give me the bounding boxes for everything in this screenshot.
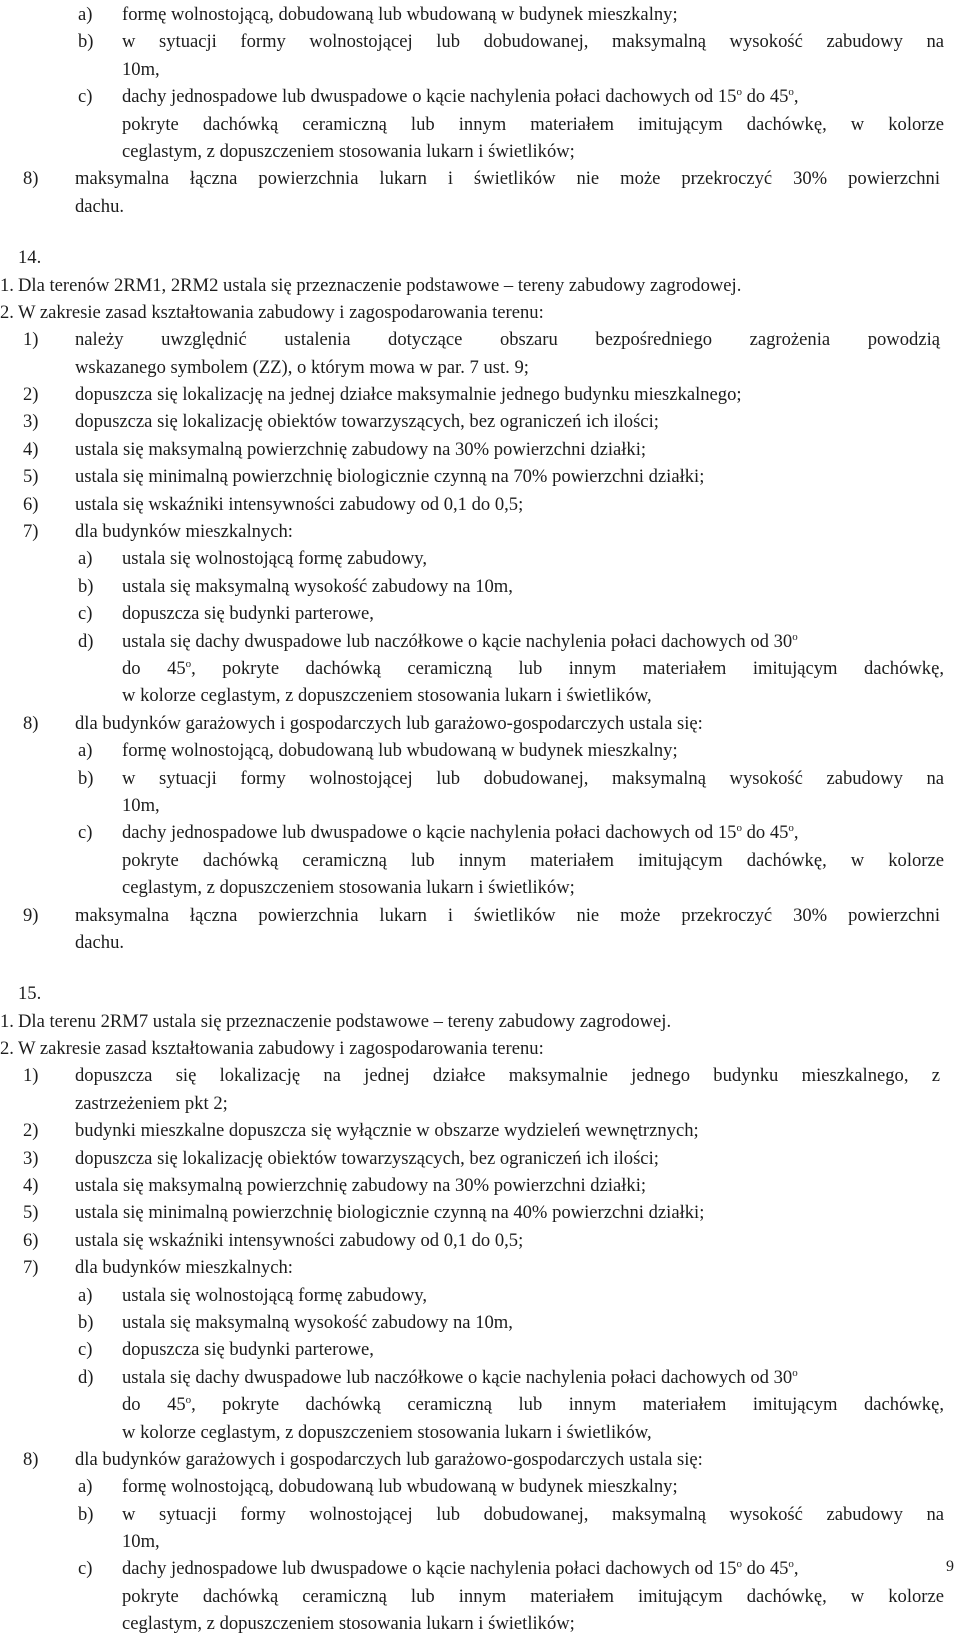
text-line (0, 111, 960, 138)
line-text: ustala się minimalną powierzchnię biologicznie czynną na 70% powierzchni działki; (75, 466, 705, 488)
list-marker: 2) (23, 384, 39, 406)
text-line (0, 1555, 960, 1582)
line-text: W zakresie zasad kształtowania zabudowy i zagospodarowania terenu: (18, 301, 544, 323)
line-text: pokryte dachówką ceramiczną lub innym materiałem imitującym dachówkę, w kolorze (122, 1585, 944, 1607)
text-line (0, 299, 960, 326)
list-marker: 8) (23, 712, 39, 734)
text-line (0, 628, 960, 655)
text-line (0, 1446, 960, 1473)
text-line (0, 1008, 960, 1035)
list-marker: c) (78, 86, 93, 108)
line-text: Dla terenów 2RM1, 2RM2 ustala się przeznaczenie podstawowe – tereny zabudowy zagrodowej. (18, 274, 742, 296)
degree-superscript: o (788, 86, 794, 99)
text-line (0, 710, 960, 737)
text-line (0, 463, 960, 490)
list-marker: c) (78, 1558, 93, 1580)
line-text: w sytuacji formy wolnostojącej lub dobudowanej, maksymalną wysokość zabudowy na (122, 31, 944, 53)
text-line (0, 847, 960, 874)
line-text: ustala się maksymalną powierzchnię zabudowy na 30% powierzchni działki; (75, 438, 647, 460)
degree-superscript: o (788, 822, 794, 835)
text-line (0, 902, 960, 929)
text-line (0, 545, 960, 572)
list-marker: 4) (23, 438, 39, 460)
text-line (0, 408, 960, 435)
line-text: w sytuacji formy wolnostojącej lub dobudowanej, maksymalną wysokość zabudowy na (122, 767, 944, 789)
text-line (0, 1035, 960, 1062)
line-text (122, 1555, 944, 1582)
text-line (0, 1117, 960, 1144)
line-text: dopuszcza się budynki parterowe, (122, 1339, 374, 1361)
text-segment: do 45 (122, 657, 186, 679)
list-marker: 5) (23, 466, 39, 488)
text-line (0, 244, 960, 271)
line-text: w kolorze ceglastym, z dopuszczeniem stosowania lukarn i świetlików, (122, 685, 652, 707)
list-marker: 2. (0, 1038, 14, 1060)
text-line (0, 1282, 960, 1309)
line-text: 10m, (122, 58, 160, 80)
line-text: pokryte dachówką ceramiczną lub innym materiałem imitującym dachówkę, w kolorze (122, 849, 944, 871)
degree-superscript: o (792, 1366, 798, 1379)
list-marker: b) (78, 767, 94, 789)
text-line (0, 83, 960, 110)
line-text (122, 83, 944, 110)
text-line (0, 138, 960, 165)
text-line (0, 1364, 960, 1391)
line-text (122, 628, 798, 655)
text-segment: ustala się dachy dwuspadowe lub naczółkowe o kącie nachylenia połaci dachowych od 30 (122, 1366, 793, 1388)
text-line (0, 1583, 960, 1610)
text-line (0, 326, 960, 353)
list-marker: d) (78, 630, 94, 652)
text-segment: ustala się dachy dwuspadowe lub naczółkowe o kącie nachylenia połaci dachowych od 30 (122, 630, 793, 652)
list-marker: 1) (23, 1065, 39, 1087)
list-marker: b) (78, 31, 94, 53)
text-line (0, 1199, 960, 1226)
line-text: należy uwzględnić ustalenia dotyczące obszaru bezpośredniego zagrożenia powodzią (75, 329, 940, 351)
text-line (0, 272, 960, 299)
text-line (0, 737, 960, 764)
list-marker: 6) (23, 493, 39, 515)
list-marker: 5) (23, 1202, 39, 1224)
degree-superscript: o (788, 1558, 794, 1571)
text-segment: do 45 (741, 86, 789, 108)
line-text: ceglastym, z dopuszczeniem stosowania lukarn i świetlików; (122, 1613, 575, 1635)
list-marker: 1) (23, 329, 39, 351)
line-text: formę wolnostojącą, dobudowaną lub wbudowaną w budynek mieszkalny; (122, 1476, 678, 1498)
line-text: formę wolnostojącą, dobudowaną lub wbudowaną w budynek mieszkalny; (122, 4, 678, 25)
list-marker: 1. (0, 274, 14, 296)
line-text: dopuszcza się lokalizację obiektów towarzyszących, bez ograniczeń ich ilości; (75, 411, 659, 433)
list-marker: c) (78, 603, 93, 625)
list-marker: b) (78, 575, 94, 597)
paragraph-gap (0, 220, 960, 244)
line-text: dopuszcza się lokalizację obiektów towarzyszących, bez ograniczeń ich ilości; (75, 1147, 659, 1169)
line-text: w sytuacji formy wolnostojącej lub dobudowanej, maksymalną wysokość zabudowy na (122, 1503, 944, 1525)
list-marker: 8) (23, 168, 39, 190)
line-text: ustala się maksymalną powierzchnię zabudowy na 30% powierzchni działki; (75, 1175, 647, 1197)
text-line (0, 1309, 960, 1336)
text-segment: dachy jednospadowe lub dwuspadowe o kącie nachylenia połaci dachowych od 15 (122, 822, 737, 844)
line-text (122, 1364, 798, 1391)
text-segment: do 45 (741, 1558, 789, 1580)
text-line (0, 491, 960, 518)
line-text: ustala się wolnostojącą formę zabudowy, (122, 548, 427, 570)
line-text: w kolorze ceglastym, z dopuszczeniem stosowania lukarn i świetlików, (122, 1421, 652, 1443)
list-marker: 7) (23, 1257, 39, 1279)
text-segment: do 45 (122, 1394, 186, 1416)
text-line (0, 1391, 960, 1418)
line-text: 10m, (122, 1531, 160, 1553)
list-marker: b) (78, 1311, 94, 1333)
paragraph-gap (0, 956, 960, 980)
line-text: ustala się wolnostojącą formę zabudowy, (122, 1284, 427, 1306)
list-marker: d) (78, 1366, 94, 1388)
degree-superscript: o (736, 86, 742, 99)
list-marker: 6) (23, 1229, 39, 1251)
line-text: ceglastym, z dopuszczeniem stosowania lukarn i świetlików; (122, 877, 575, 899)
text-line (0, 573, 960, 600)
degree-superscript: o (185, 1394, 192, 1407)
text-line (0, 682, 960, 709)
line-text (122, 1391, 944, 1418)
line-text: ustala się minimalną powierzchnię biologicznie czynną na 40% powierzchni działki; (75, 1202, 705, 1224)
line-text: ustala się maksymalną wysokość zabudowy na 10m, (122, 575, 513, 597)
page-number: 9 (946, 1558, 954, 1575)
section-number: 15. (18, 983, 42, 1005)
line-text: dla budynków garażowych i gospodarczych lub garażowo-gospodarczych ustala się: (75, 1448, 703, 1470)
line-text: dopuszcza się lokalizację na jednej działce maksymalnie jednego budynku mieszkalnego, z (75, 1065, 940, 1087)
list-marker: a) (78, 1284, 93, 1306)
list-marker: a) (78, 740, 93, 762)
line-text: W zakresie zasad kształtowania zabudowy i zagospodarowania terenu: (18, 1038, 544, 1060)
line-text: 10m, (122, 794, 160, 816)
text-segment: , pokryte dachówką ceramiczną lub innym materiałem imitującym dachówkę, (191, 1394, 944, 1416)
text-line (0, 1501, 960, 1528)
line-text: maksymalna łączna powierzchnia lukarn i świetlików nie może przekroczyć 30% powierzchni (75, 168, 940, 190)
line-text: ustala się maksymalną wysokość zabudowy na 10m, (122, 1311, 513, 1333)
list-marker: c) (78, 1339, 93, 1361)
text-line (0, 929, 960, 956)
list-marker: 7) (23, 521, 39, 543)
text-line (0, 600, 960, 627)
text-line (0, 980, 960, 1007)
line-text: dachu. (75, 931, 125, 953)
list-marker: a) (78, 4, 93, 25)
list-marker: 3) (23, 1147, 39, 1169)
line-text: Dla terenu 2RM7 ustala się przeznaczenie podstawowe – tereny zabudowy zagrodowej. (18, 1010, 672, 1032)
line-text: dla budynków garażowych i gospodarczych lub garażowo-gospodarczych ustala się: (75, 712, 703, 734)
text-line (0, 1610, 960, 1637)
text-line (0, 765, 960, 792)
text-segment: , pokryte dachówką ceramiczną lub innym materiałem imitującym dachówkę, (191, 657, 944, 679)
text-line (0, 165, 960, 192)
list-marker: b) (78, 1503, 94, 1525)
text-line (0, 819, 960, 846)
line-text: maksymalna łączna powierzchnia lukarn i świetlików nie może przekroczyć 30% powierzchni (75, 904, 940, 926)
text-line (0, 1419, 960, 1446)
text-segment: , (793, 822, 799, 844)
degree-superscript: o (736, 1558, 742, 1571)
text-line (0, 874, 960, 901)
text-line (0, 1, 960, 28)
line-text: zastrzeżeniem pkt 2; (75, 1092, 228, 1114)
line-text: wskazanego symbolem (ZZ), o którym mowa w par. 7 ust. 9; (75, 356, 529, 378)
text-line (0, 1473, 960, 1500)
line-text (122, 819, 944, 846)
text-line (0, 1090, 960, 1117)
line-text: dachu. (75, 195, 125, 217)
section-number: 14. (18, 247, 42, 269)
line-text: ustala się wskaźniki intensywności zabudowy od 0,1 do 0,5; (75, 493, 524, 515)
text-line (0, 1227, 960, 1254)
text-segment: , (793, 1558, 799, 1580)
list-marker: 4) (23, 1175, 39, 1197)
line-text: pokryte dachówką ceramiczną lub innym materiałem imitującym dachówkę, w kolorze (122, 113, 944, 135)
list-marker: 1. (0, 1010, 14, 1032)
line-text: budynki mieszkalne dopuszcza się wyłącznie w obszarze wydzieleń wewnętrznych; (75, 1120, 699, 1142)
text-line (0, 518, 960, 545)
line-text: dla budynków mieszkalnych: (75, 521, 293, 543)
text-segment: dachy jednospadowe lub dwuspadowe o kącie nachylenia połaci dachowych od 15 (122, 1558, 737, 1580)
text-segment: do 45 (741, 822, 789, 844)
text-line (0, 56, 960, 83)
list-marker: c) (78, 822, 93, 844)
text-line (0, 792, 960, 819)
line-text: ustala się wskaźniki intensywności zabudowy od 0,1 do 0,5; (75, 1229, 524, 1251)
degree-superscript: o (736, 822, 742, 835)
text-line (0, 1254, 960, 1281)
line-text: ceglastym, z dopuszczeniem stosowania lukarn i świetlików; (122, 140, 575, 162)
text-line (0, 193, 960, 220)
list-marker: 9) (23, 904, 39, 926)
text-line (0, 1336, 960, 1363)
list-marker: 2) (23, 1120, 39, 1142)
text-line (0, 354, 960, 381)
text-line (0, 1062, 960, 1089)
list-marker: 3) (23, 411, 39, 433)
degree-superscript: o (185, 657, 192, 670)
line-text: formę wolnostojącą, dobudowaną lub wbudowaną w budynek mieszkalny; (122, 740, 678, 762)
text-segment: , (793, 86, 799, 108)
text-segment: dachy jednospadowe lub dwuspadowe o kącie nachylenia połaci dachowych od 15 (122, 86, 737, 108)
text-line (0, 1172, 960, 1199)
text-line (0, 1145, 960, 1172)
line-text: dopuszcza się budynki parterowe, (122, 603, 374, 625)
text-line (0, 436, 960, 463)
list-marker: 2. (0, 301, 14, 323)
line-text: dopuszcza się lokalizację na jednej działce maksymalnie jednego budynku mieszkalnego; (75, 384, 742, 406)
text-line (0, 1528, 960, 1555)
line-text (122, 655, 944, 682)
text-line (0, 655, 960, 682)
degree-superscript: o (792, 630, 798, 643)
text-line (0, 28, 960, 55)
list-marker: a) (78, 548, 93, 570)
list-marker: 8) (23, 1448, 39, 1470)
text-line (0, 381, 960, 408)
list-marker: a) (78, 1476, 93, 1498)
line-text: dla budynków mieszkalnych: (75, 1257, 293, 1279)
